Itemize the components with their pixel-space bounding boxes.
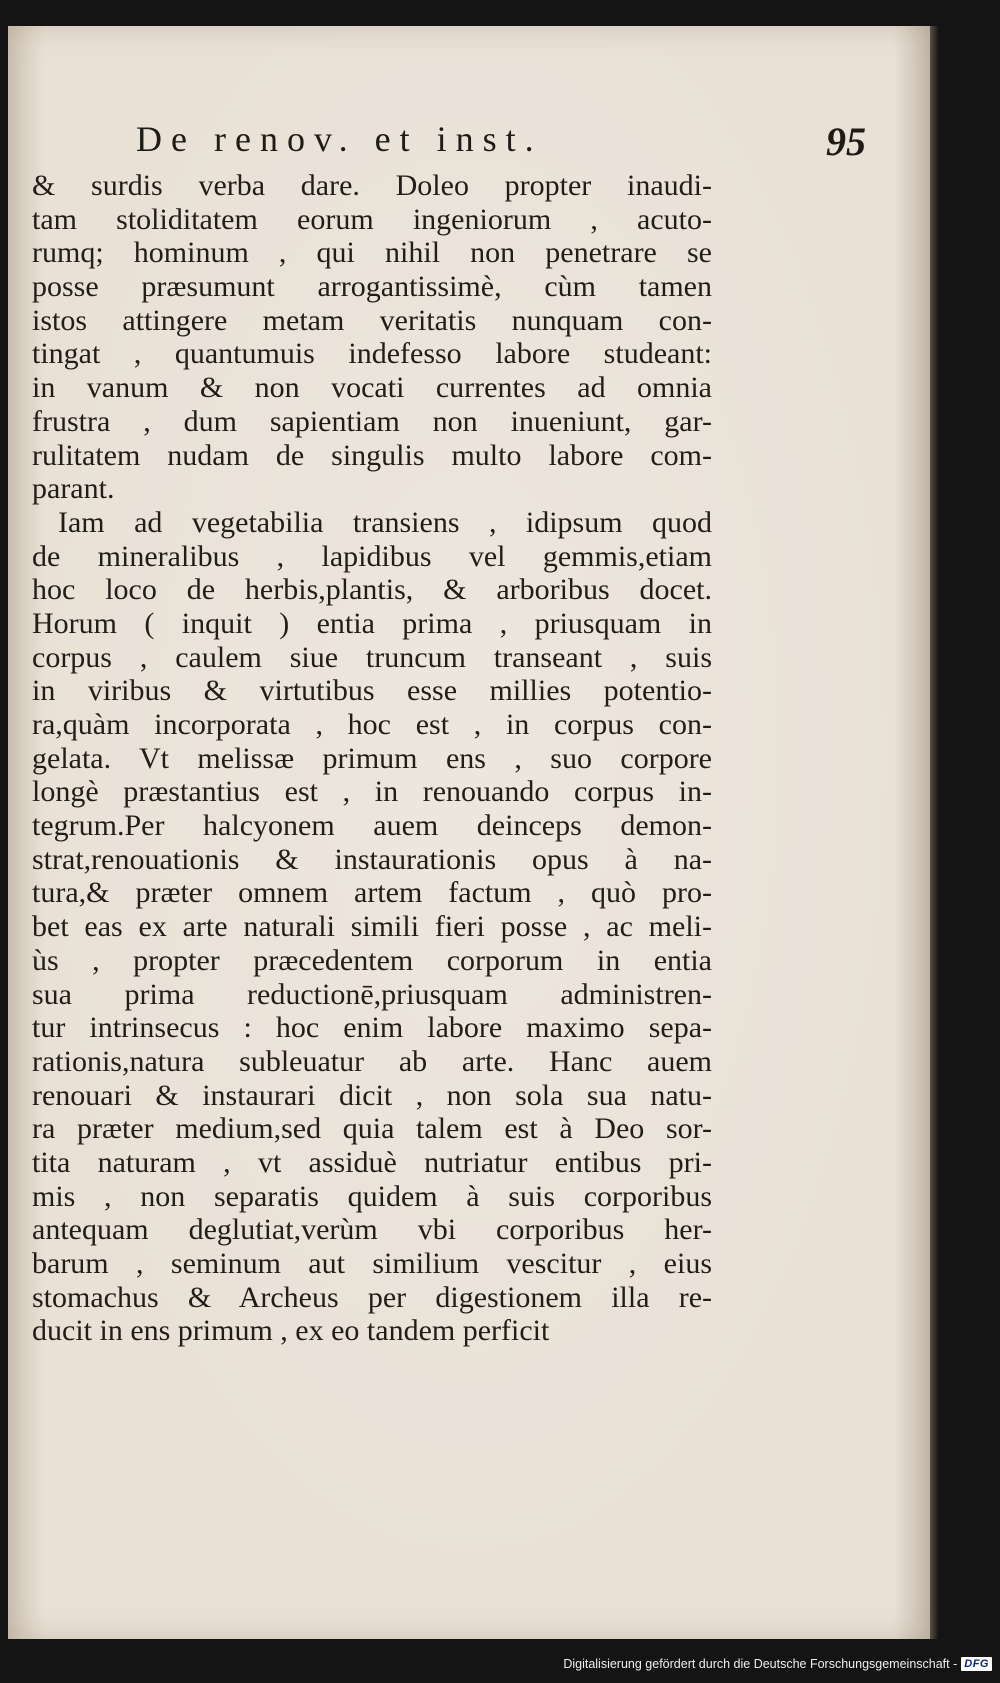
text-line: antequam deglutiat,verùm vbi corporibus her- <box>32 1213 712 1247</box>
dfg-logo: DFG <box>961 1657 992 1671</box>
text-line: gelata. Vt melissæ primum ens , suo corpore <box>32 741 712 775</box>
funding-note: Digitalisierung gefördert durch die Deutsche Forschungsgemeinschaft - <box>563 1657 958 1671</box>
text-line: de mineralibus , lapidibus vel gemmis,etiam <box>32 539 712 573</box>
text-line: in viribus & virtutibus esse millies potentio- <box>32 674 712 708</box>
running-head <box>126 104 866 164</box>
text-line: corpus , caulem siue truncum transeant , suis <box>32 640 712 674</box>
text-line: ra præter medium,sed quia talem est à Deo sor- <box>32 1112 712 1146</box>
text-line: posse præsumunt arrogantissimè, cùm tamen <box>32 270 712 304</box>
book-page <box>8 26 930 1639</box>
text-line: ducit in ens primum , ex eo tandem perficit <box>32 1314 550 1348</box>
text-line: tam stoliditatem eorum ingeniorum , acuto- <box>32 202 712 236</box>
text-line: barum , seminum aut similium vescitur , eius <box>32 1247 712 1280</box>
text-line: rationis,natura subleuatur ab arte. Hanc auem <box>32 1044 712 1078</box>
page-number: 95 <box>826 119 866 164</box>
footer-credit <box>563 1647 992 1681</box>
running-head-title: De renov. et inst. <box>136 119 543 159</box>
text-line: ra,quàm incorporata , hoc est , in corpus con- <box>32 708 712 741</box>
text-line: & surdis verba dare. Doleo propter inaudi- <box>32 169 712 202</box>
text-line: sua prima reductionē,priusquam administren- <box>32 977 712 1011</box>
page-edge-shadow <box>930 26 938 1639</box>
text-line: rulitatem nudam de singulis multo labore com- <box>32 438 712 472</box>
text-line: tur intrinsecus : hoc enim labore maximo sepa- <box>32 1011 712 1045</box>
text-line: mis , non separatis quidem à suis corporibus <box>32 1179 712 1213</box>
text-line: longè præstantius est , in renouando corpus in- <box>32 775 712 809</box>
text-line: stomachus & Archeus per digestionem illa re- <box>32 1280 712 1314</box>
text-line: parant. <box>32 472 115 506</box>
text-line: Iam ad vegetabilia transiens , idipsum quod <box>58 505 712 539</box>
text-line: renouari & instaurari dicit , non sola sua natu- <box>32 1078 712 1112</box>
text-line: tura,& præter omnem artem factum , quò pro- <box>32 876 712 910</box>
text-line: ùs , propter præcedentem corporum in entia <box>32 943 712 977</box>
text-line: Horum ( inquit ) entia prima , priusquam in <box>32 606 712 640</box>
text-line: tita naturam , vt assiduè nutriatur entibus pri- <box>32 1145 712 1179</box>
text-line: in vanum & non vocati currentes ad omnia <box>32 371 712 405</box>
text-line: rumq; hominum , qui nihil non penetrare se <box>32 236 712 270</box>
text-line: tingat , quantumuis indefesso labore studeant: <box>32 337 712 371</box>
text-line: strat,renouationis & instaurationis opus à na- <box>32 842 712 876</box>
body-text <box>32 169 712 1348</box>
text-line: tegrum.Per halcyonem auem deinceps demon- <box>32 809 712 843</box>
text-line: bet eas ex arte naturali simili fieri posse , ac meli- <box>32 910 712 944</box>
text-line: frustra , dum sapientiam non inueniunt, gar- <box>32 404 712 438</box>
text-line: hoc loco de herbis,plantis, & arboribus docet. <box>32 573 712 607</box>
text-line: istos attingere metam veritatis nunquam con- <box>32 303 712 337</box>
